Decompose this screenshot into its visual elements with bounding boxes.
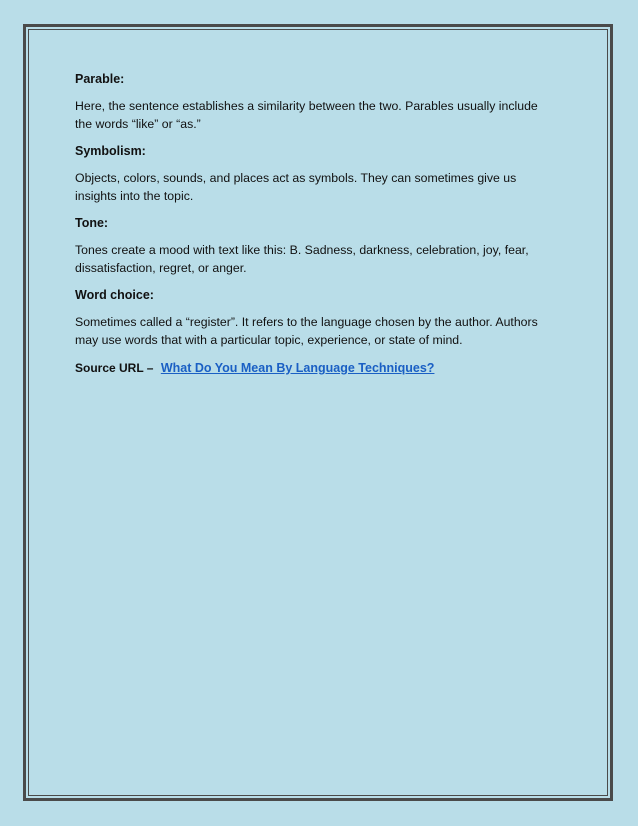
section-body-tone: Tones create a mood with text like this: B. Sadness, darkness, celebration, joy, fear, dissatisfaction, regret, or anger. <box>75 243 529 275</box>
section-heading-word-choice: Word choice: <box>75 288 154 302</box>
section-heading-parable: Parable: <box>75 72 125 86</box>
source-line <box>75 359 555 377</box>
section-body-word-choice: Sometimes called a “register”. It refers to the language chosen by the author. Authors may use words that with a particular topic, experience, or state of mind. <box>75 315 538 347</box>
section-heading-tone: Tone: <box>75 216 109 230</box>
section-body-parable: Here, the sentence establishes a similarity between the two. Parables usually include the words “like” or “as.” <box>75 99 538 131</box>
source-label: Source URL – <box>75 361 154 375</box>
section-heading-symbolism: Symbolism: <box>75 144 146 158</box>
document-body <box>75 71 555 377</box>
section-body-symbolism: Objects, colors, sounds, and places act as symbols. They can sometimes give us insights into the topic. <box>75 171 517 203</box>
source-link[interactable]: What Do You Mean By Language Techniques? <box>160 361 435 375</box>
